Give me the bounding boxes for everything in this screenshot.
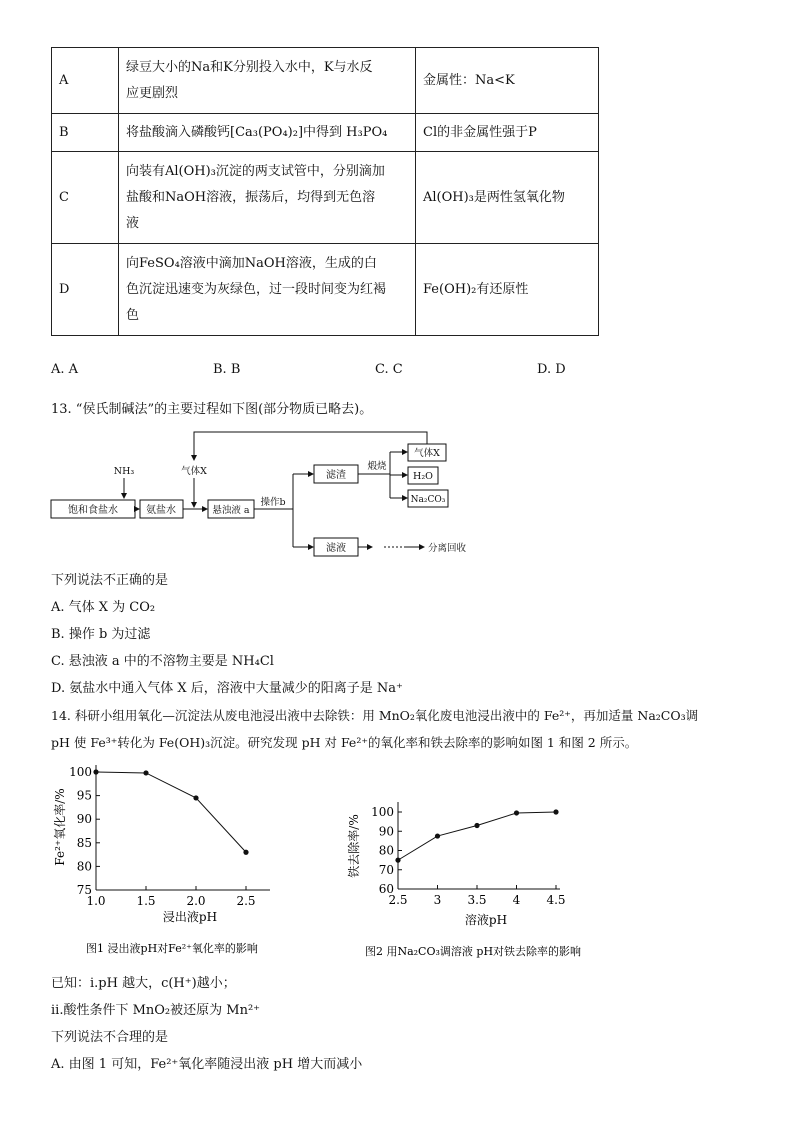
choice-c[interactable]: C. C <box>375 362 403 377</box>
recover-label: 分离回收 <box>428 543 467 554</box>
experiment-line: 向装有Al(OH)₃沉淀的两支试管中，分别滴加 <box>126 163 385 179</box>
experiment-line: 向FeSO₄溶液中滴加NaOH溶液，生成的白 <box>126 255 377 271</box>
experiment-cell <box>119 114 416 152</box>
experiment-line: 应更剧烈 <box>126 85 179 101</box>
table-row <box>52 48 599 114</box>
filtrate-label: 滤液 <box>326 543 346 554</box>
x-tick-label: 3 <box>433 893 442 907</box>
table-row <box>52 114 599 152</box>
q13-option-d[interactable]: D. 氨盐水中通入气体 X 后，溶液中大量减少的阳离子是 Na⁺ <box>51 681 403 696</box>
fig2-series-line <box>398 812 556 860</box>
data-point <box>435 833 440 838</box>
experiment-line: 将盐酸滴入磷酸钙[Ca₃(PO₄)₂]中得到 H₃PO₄ <box>126 124 388 140</box>
data-point <box>395 858 400 863</box>
data-point <box>193 795 198 800</box>
q13-stem: 13. “侯氏制碱法”的主要过程如下图(部分物质已略去)。 <box>51 402 373 417</box>
q14-prompt: 下列说法不合理的是 <box>51 1030 169 1045</box>
row-label: D <box>52 244 119 336</box>
data-point <box>143 770 148 775</box>
y-tick-label: 80 <box>76 859 92 874</box>
residue-label: 滤渣 <box>326 470 346 481</box>
ammonia-brine-label: 氨盐水 <box>146 505 176 516</box>
y-tick-label: 100 <box>69 765 92 779</box>
data-point <box>514 810 519 815</box>
x-tick-label: 4.5 <box>546 893 566 907</box>
q14-known-2: ii.酸性条件下 MnO₂被还原为 Mn²⁺ <box>51 1003 261 1018</box>
fig2-ylabel: 铁去除率/% <box>347 814 361 878</box>
data-point <box>474 823 479 828</box>
q14-option-a[interactable]: A. 由图 1 可知，Fe²⁺氧化率随浸出液 pH 增大而减小 <box>51 1057 363 1072</box>
gas-x-in-label: 气体X <box>181 466 207 477</box>
data-point <box>93 769 98 774</box>
fig1-ylabel: Fe²⁺氧化率/% <box>53 788 67 866</box>
experiment-cell <box>119 48 416 114</box>
brine-label: 饱和食盐水 <box>68 505 118 516</box>
figure1-chart <box>40 755 310 965</box>
experiment-line: 色沉淀迅速变为灰绿色，过一段时间变为红褐 <box>126 281 387 297</box>
process-flow-diagram <box>0 420 794 560</box>
fig2-title: 图2 用Na₂CO₃调溶液 pH对铁去除率的影响 <box>364 945 582 958</box>
y-tick-label: 100 <box>371 805 394 819</box>
choice-b[interactable]: B. B <box>213 362 241 377</box>
experiment-line: 色 <box>126 307 140 323</box>
suspension-label: 悬浊液 a <box>212 505 250 516</box>
y-tick-label: 80 <box>378 843 394 858</box>
q14-known-1: 已知：i.pH 越大，c(H⁺)越小； <box>51 976 236 991</box>
experiment-line: 液 <box>126 215 140 231</box>
conclusion-cell: Al(OH)₃是两性氢氧化物 <box>416 152 599 244</box>
fig1-title: 图1 浸出液pH对Fe²⁺氧化率的影响 <box>86 942 258 955</box>
y-tick-label: 85 <box>76 835 92 850</box>
nh3-label: NH₃ <box>113 466 135 477</box>
q14-stem-line2: pH 使 Fe³⁺转化为 Fe(OH)₃沉淀。研究发现 pH 对 Fe²⁺的氧化率和铁去除率的影响如图 1 和图 2 所示。 <box>51 735 638 750</box>
row-label: B <box>52 114 119 152</box>
y-tick-label: 90 <box>76 812 92 827</box>
options-table <box>51 47 599 336</box>
x-tick-label: 1.0 <box>86 894 106 908</box>
y-tick-label: 95 <box>76 788 92 803</box>
conclusion-cell: Fe(OH)₂有还原性 <box>416 244 599 336</box>
table-row <box>52 244 599 336</box>
y-tick-label: 60 <box>378 882 394 896</box>
conclusion-cell: 金属性：Na<K <box>416 48 599 114</box>
x-tick-label: 2.5 <box>236 894 256 908</box>
data-point <box>243 850 248 855</box>
x-tick-label: 3.5 <box>467 893 487 907</box>
choice-a[interactable]: A. A <box>51 362 79 377</box>
row-label: C <box>52 152 119 244</box>
x-tick-label: 2.0 <box>186 894 206 908</box>
h2o-label: H₂O <box>413 471 433 482</box>
y-tick-label: 75 <box>76 883 92 897</box>
experiment-line: 绿豆大小的Na和K分别投入水中，K与水反 <box>126 59 373 75</box>
q13-option-c[interactable]: C. 悬浊液 a 中的不溶物主要是 NH₄Cl <box>51 654 274 669</box>
calcine-label: 煅烧 <box>367 461 387 472</box>
x-tick-label: 1.5 <box>136 894 156 908</box>
x-tick-label: 4 <box>512 893 521 907</box>
q13-prompt: 下列说法不正确的是 <box>51 573 169 588</box>
figure2-chart <box>340 790 620 968</box>
fig1-xlabel: 浸出液pH <box>162 910 218 924</box>
fig1-series-line <box>96 772 246 852</box>
q14-stem-line1: 14. 科研小组用氧化—沉淀法从废电池浸出液中去除铁：用 MnO₂氧化废电池浸出液中的 Fe²⁺，再加适量 Na₂CO₃调 <box>51 708 699 723</box>
x-tick-label: 2.5 <box>388 893 408 907</box>
experiment-cell <box>119 244 416 336</box>
conclusion-cell: Cl的非金属性强于P <box>416 114 599 152</box>
na2co3-label: Na₂CO₃ <box>410 495 446 505</box>
choice-d[interactable]: D. D <box>537 362 566 377</box>
row-label: A <box>52 48 119 114</box>
y-tick-label: 90 <box>378 824 394 839</box>
gas-x-out-label: 气体X <box>414 448 440 459</box>
experiment-cell <box>119 152 416 244</box>
op-b-label: 操作b <box>260 497 286 508</box>
q13-option-b[interactable]: B. 操作 b 为过滤 <box>51 627 151 642</box>
table-row <box>52 152 599 244</box>
y-tick-label: 70 <box>378 862 394 877</box>
fig2-xlabel: 溶液pH <box>464 913 508 927</box>
data-point <box>553 809 558 814</box>
experiment-line: 盐酸和NaOH溶液，振荡后，均得到无色溶 <box>126 189 376 205</box>
q13-option-a[interactable]: A. 气体 X 为 CO₂ <box>51 600 156 615</box>
